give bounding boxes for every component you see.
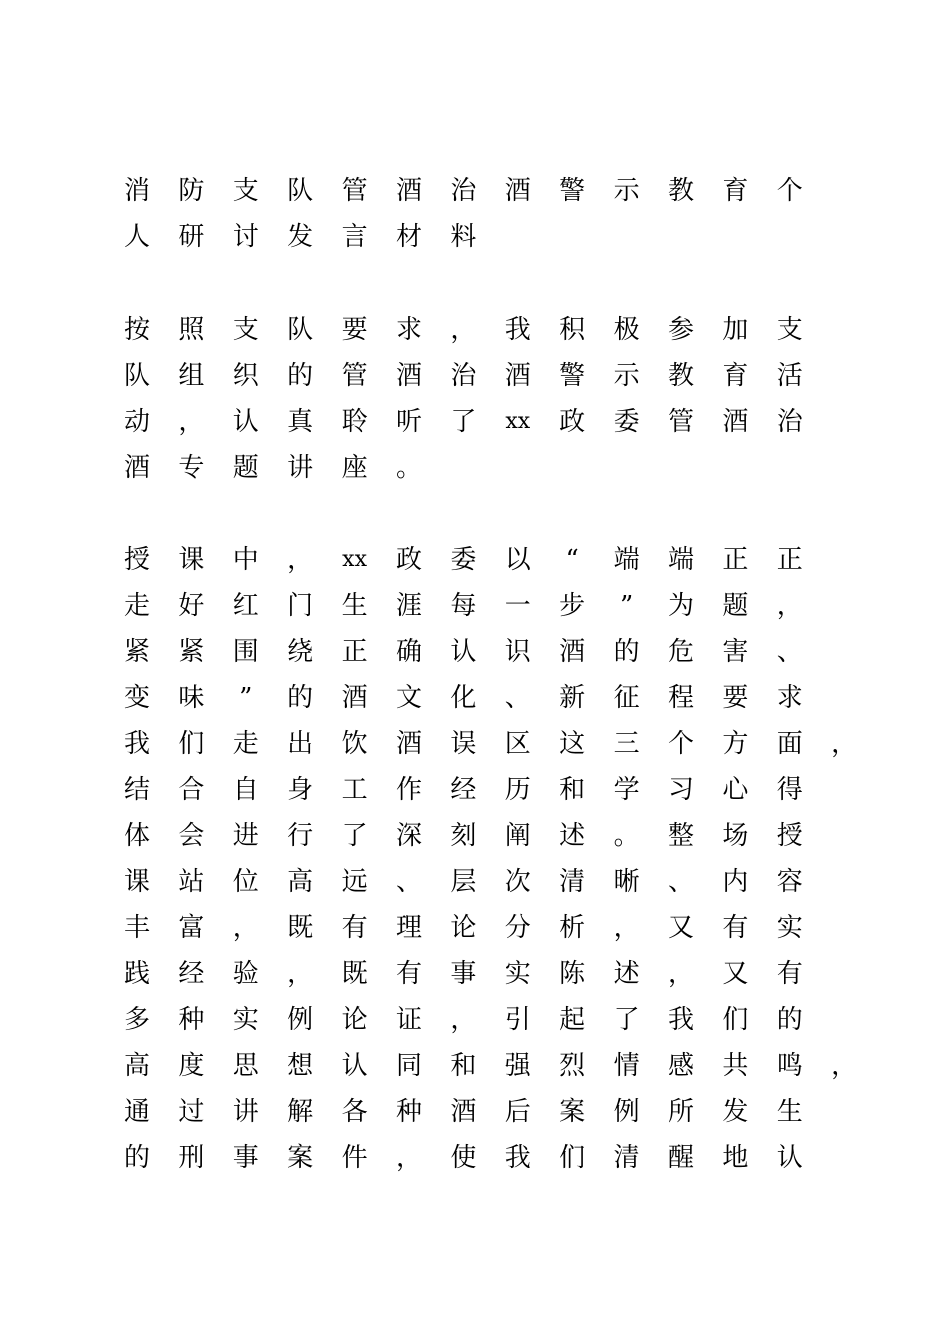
glyph: 层 [450,867,477,897]
glyph: 酒 [395,361,422,391]
paragraph-line [0,913,950,959]
paragraph-line [0,683,950,729]
glyph: 围 [232,637,259,667]
glyph: 分 [504,913,531,943]
glyph: 实 [776,913,803,943]
glyph: 晰 [613,867,640,897]
glyph: 思 [232,1051,259,1081]
glyph: ” [619,591,634,621]
glyph: 正 [341,637,368,667]
glyph: 高 [287,867,314,897]
glyph: 理 [395,913,422,943]
glyph: 紧 [178,637,205,667]
glyph: 种 [395,1097,422,1127]
glyph: 中 [232,545,259,575]
glyph: 践 [123,959,150,989]
glyph: 鸣 [776,1051,803,1081]
glyph: 容 [776,867,803,897]
glyph: 区 [504,729,531,759]
glyph: 好 [178,591,205,621]
glyph: 刻 [450,821,477,851]
glyph: 生 [776,1097,803,1127]
paragraph-line [0,407,950,453]
paragraph-line [0,1143,950,1189]
glyph: 要 [722,683,749,713]
glyph: 过 [178,1097,205,1127]
glyph: 红 [232,591,259,621]
glyph: 人 [123,222,150,252]
glyph: 感 [667,1051,694,1081]
glyph: 要 [341,315,368,345]
glyph: 求 [776,683,803,713]
glyph: 示 [613,361,640,391]
glyph: 、 [667,867,694,897]
glyph: 既 [341,959,368,989]
glyph: 正 [722,545,749,575]
glyph: 加 [722,315,749,345]
glyph: 走 [232,729,259,759]
glyph: 酒 [504,176,531,206]
glyph: 酒 [123,453,150,483]
glyph: 材 [395,222,422,252]
glyph: 的 [123,1143,150,1173]
glyph: 使 [450,1143,477,1173]
glyph: 走 [123,591,150,621]
glyph: 习 [667,775,694,805]
glyph: 为 [667,591,694,621]
paragraph-line [0,1097,950,1143]
glyph: 消 [123,176,150,206]
glyph: 和 [559,775,586,805]
glyph: 方 [722,729,749,759]
glyph: 变 [123,683,150,713]
glyph: 、 [776,637,803,667]
glyph: 治 [450,361,477,391]
glyph: 管 [341,361,368,391]
glyph: 、 [504,683,531,713]
paragraph-line [0,867,950,913]
glyph: 按 [123,315,150,345]
glyph: 照 [178,315,205,345]
glyph: 场 [722,821,749,851]
glyph: 合 [178,775,205,805]
glyph: 识 [504,637,531,667]
glyph: 三 [613,729,640,759]
glyph: 以 [504,545,531,575]
glyph: 危 [667,637,694,667]
glyph: 政 [559,407,586,437]
glyph: 事 [450,959,477,989]
glyph: 题 [722,591,749,621]
glyph: 聆 [341,407,368,437]
glyph: 会 [178,821,205,851]
glyph: 示 [613,176,640,206]
glyph: 次 [504,867,531,897]
glyph: 讨 [232,222,259,252]
glyph: 通 [123,1097,150,1127]
glyph: 害 [722,637,749,667]
glyph: 育 [722,176,749,206]
glyph: 的 [613,637,640,667]
glyph: 所 [667,1097,694,1127]
glyph: 误 [450,729,477,759]
glyph: 动 [123,407,150,437]
glyph: 清 [613,1143,640,1173]
glyph: 醒 [667,1143,694,1173]
glyph: 酒 [395,176,422,206]
glyph: 。 [395,453,422,483]
glyph: 绕 [287,637,314,667]
glyph: 后 [504,1097,531,1127]
glyph: 讲 [287,453,314,483]
glyph: 和 [450,1051,477,1081]
glyph: 行 [287,821,314,851]
glyph: 一 [504,591,531,621]
glyph: 有 [395,959,422,989]
glyph: 度 [178,1051,205,1081]
glyph: 味 [178,683,205,713]
paragraph-line [0,453,950,499]
glyph: 案 [287,1143,314,1173]
glyph: 管 [667,407,694,437]
glyph: 、 [395,867,422,897]
glyph: 队 [287,176,314,206]
glyph: 步 [559,591,586,621]
glyph: 饮 [341,729,368,759]
glyph: 警 [559,176,586,206]
glyph: 各 [341,1097,368,1127]
glyph: ， [450,1005,477,1035]
glyph: 委 [450,545,477,575]
glyph: 强 [504,1051,531,1081]
glyph: 了 [341,821,368,851]
glyph: 件 [341,1143,368,1173]
glyph: 涯 [395,591,422,621]
glyph: 述 [559,821,586,851]
glyph: 深 [395,821,422,851]
glyph: 极 [613,315,640,345]
glyph: 个 [776,176,803,206]
glyph: ， [831,1051,858,1081]
glyph: 案 [559,1097,586,1127]
glyph: ， [395,1143,422,1173]
glyph: 出 [287,729,314,759]
glyph: 治 [776,407,803,437]
glyph: 文 [395,683,422,713]
glyph: 情 [613,1051,640,1081]
glyph: 织 [232,361,259,391]
glyph: ， [287,959,314,989]
glyph: 我 [504,1143,531,1173]
glyph: 酒 [722,407,749,437]
glyph: 丰 [123,913,150,943]
glyph: 有 [722,913,749,943]
glyph: 课 [123,867,150,897]
glyph: 我 [667,1005,694,1035]
glyph: 管 [341,176,368,206]
glyph: 生 [341,591,368,621]
glyph: 酒 [341,683,368,713]
glyph: 析 [559,913,586,943]
glyph: 这 [559,729,586,759]
glyph: 实 [232,1005,259,1035]
glyph: 发 [287,222,314,252]
glyph: 支 [232,315,259,345]
glyph: 防 [178,176,205,206]
glyph: 有 [341,913,368,943]
glyph: 新 [559,683,586,713]
glyph: 言 [341,222,368,252]
glyph: 事 [232,1143,259,1173]
glyph: 端 [667,545,694,575]
glyph: 认 [450,637,477,667]
glyph: 自 [232,775,259,805]
glyph: 门 [287,591,314,621]
title-line [0,222,950,268]
glyph: 教 [667,176,694,206]
glyph: 认 [776,1143,803,1173]
glyph: 起 [559,1005,586,1035]
glyph: 每 [450,591,477,621]
glyph: ， [450,315,477,345]
glyph: 育 [722,361,749,391]
paragraph-line [0,591,950,637]
glyph: 端 [613,545,640,575]
glyph: 。 [613,821,640,851]
glyph: 化 [450,683,477,713]
glyph: xx [342,547,367,572]
glyph: 证 [395,1005,422,1035]
glyph: 例 [613,1097,640,1127]
glyph: 工 [341,775,368,805]
glyph: 研 [178,222,205,252]
glyph: 有 [776,959,803,989]
glyph: 警 [559,361,586,391]
glyph: 正 [776,545,803,575]
glyph: 种 [178,1005,205,1035]
glyph: 发 [722,1097,749,1127]
glyph: 参 [667,315,694,345]
glyph: 酒 [450,1097,477,1127]
glyph: 程 [667,683,694,713]
glyph: ， [613,913,640,943]
paragraph-line [0,1051,950,1097]
glyph: 陈 [559,959,586,989]
glyph: 多 [123,1005,150,1035]
paragraph-line [0,637,950,683]
glyph: 地 [722,1143,749,1173]
glyph: 座 [341,453,368,483]
glyph: 的 [287,361,314,391]
glyph: 烈 [559,1051,586,1081]
glyph: 酒 [559,637,586,667]
glyph: 我 [504,315,531,345]
glyph: 高 [123,1051,150,1081]
glyph: 面 [776,729,803,759]
glyph: 专 [178,453,205,483]
glyph: 验 [232,959,259,989]
glyph: 学 [613,775,640,805]
glyph: 酒 [504,361,531,391]
glyph: ， [667,959,694,989]
glyph: 整 [667,821,694,851]
glyph: 实 [504,959,531,989]
glyph: 位 [232,867,259,897]
glyph: 得 [776,775,803,805]
glyph: 清 [559,867,586,897]
glyph: 作 [395,775,422,805]
glyph: 阐 [504,821,531,851]
glyph: ， [831,729,858,759]
glyph: 支 [776,315,803,345]
paragraph-line [0,361,950,407]
glyph: ， [287,545,314,575]
glyph: 内 [722,867,749,897]
glyph: 认 [232,407,259,437]
paragraph-line [0,729,950,775]
glyph: 富 [178,913,205,943]
title-line [0,176,950,222]
paragraph-line [0,545,950,591]
glyph: 结 [123,775,150,805]
paragraph-line [0,1005,950,1051]
glyph: 例 [287,1005,314,1035]
glyph: 积 [559,315,586,345]
glyph: 授 [776,821,803,851]
glyph: 进 [232,821,259,851]
glyph: 历 [504,775,531,805]
glyph: 共 [722,1051,749,1081]
glyph: 个 [667,729,694,759]
glyph: 治 [450,176,477,206]
glyph: 们 [559,1143,586,1173]
glyph: 心 [722,775,749,805]
glyph: 又 [722,959,749,989]
glyph: 刑 [178,1143,205,1173]
glyph: 酒 [395,729,422,759]
glyph: 的 [776,1005,803,1035]
glyph: 想 [287,1051,314,1081]
glyph: “ [565,545,579,575]
glyph: 论 [341,1005,368,1035]
glyph: 了 [613,1005,640,1035]
glyph: 教 [667,361,694,391]
glyph: 政 [395,545,422,575]
glyph: 论 [450,913,477,943]
glyph: ， [776,591,803,621]
glyph: 们 [722,1005,749,1035]
glyph: 料 [450,222,477,252]
glyph: 讲 [232,1097,259,1127]
glyph: 的 [287,683,314,713]
glyph: 既 [287,913,314,943]
glyph: 队 [123,361,150,391]
glyph: 了 [450,407,477,437]
glyph: 听 [395,407,422,437]
glyph: 活 [776,361,803,391]
glyph: 经 [178,959,205,989]
glyph: 引 [504,1005,531,1035]
glyph: 征 [613,683,640,713]
glyph: 真 [287,407,314,437]
glyph: 经 [450,775,477,805]
glyph: 求 [395,315,422,345]
glyph: 课 [178,545,205,575]
glyph: 紧 [123,637,150,667]
glyph: 身 [287,775,314,805]
glyph: 确 [395,637,422,667]
glyph: 们 [178,729,205,759]
paragraph-line [0,775,950,821]
glyph: 队 [287,315,314,345]
glyph: xx [505,409,531,434]
glyph: 同 [395,1051,422,1081]
glyph: ， [232,913,259,943]
glyph: 述 [613,959,640,989]
paragraph-line [0,821,950,867]
glyph: 组 [178,361,205,391]
glyph: 委 [613,407,640,437]
glyph: 我 [123,729,150,759]
glyph: ， [178,407,205,437]
glyph: 题 [232,453,259,483]
glyph: 授 [123,545,150,575]
glyph: 体 [123,821,150,851]
paragraph-line [0,959,950,1005]
glyph: 解 [287,1097,314,1127]
glyph: 远 [341,867,368,897]
glyph: ” [239,683,253,713]
glyph: 又 [667,913,694,943]
glyph: 认 [341,1051,368,1081]
glyph: 支 [232,176,259,206]
paragraph-line [0,315,950,361]
glyph: 站 [178,867,205,897]
